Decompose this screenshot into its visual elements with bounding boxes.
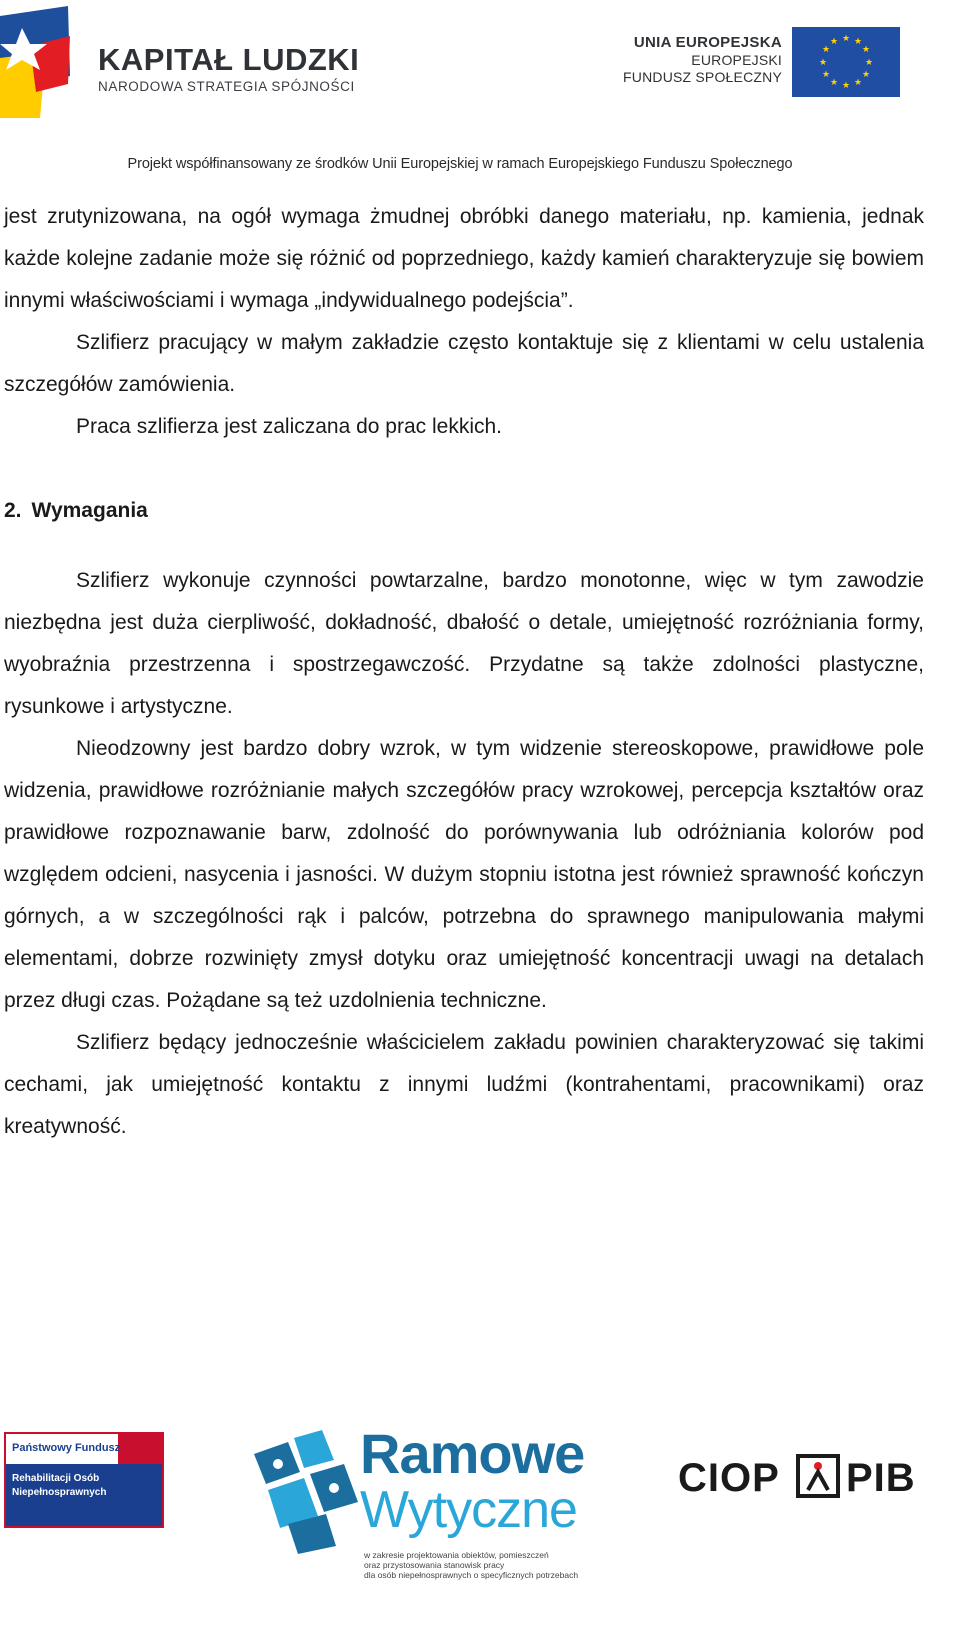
caption-line-3: dla osób niepełnosprawnych o specyficznych potrzebach [364, 1570, 579, 1580]
svg-text:★: ★ [818, 58, 828, 68]
pfron-line-3: Niepełnosprawnych [12, 1487, 107, 1498]
caption-line-1: w zakresie projektowania obiektów, pomieszczeń [364, 1550, 549, 1560]
paragraph-4: Szlifierz wykonuje czynności powtarzalne, bardzo monotonne, więc w tym zawodzie niezbędna jest duża cierpliwość, dokładność, dbałość o detale, umiejętność rozróżniania formy, wyobraźnia przestrzenna i spostrzegawczość. Przydatne są także zdolności plastyczne, rysunkowe i artystyczne. [4, 569, 924, 718]
pfron-line-2: Rehabilitacji Osób [12, 1473, 100, 1484]
cofinance-text: Projekt współfinansowany ze środków Unii Europejskiej w ramach Europejskiego Funduszu Społecznego [127, 156, 793, 172]
spacer [4, 532, 924, 560]
svg-text:★: ★ [829, 78, 839, 88]
eu-line-2: EUROPEJSKI [691, 52, 782, 68]
paragraph-2: Szlifierz pracujący w małym zakładzie często kontaktuje się z klientami w celu ustalenia szczegółów zamówienia. [4, 331, 924, 396]
eu-line-1: UNIA EUROPEJSKA [633, 34, 782, 51]
ciop-pib-mark-icon [796, 1454, 840, 1498]
kapital-ludzki-title: KAPITAŁ LUDZKI [98, 42, 360, 77]
svg-text:★: ★ [853, 37, 863, 47]
caption-line-2: oraz przystosowania stanowisk pracy [364, 1560, 505, 1570]
kapital-ludzki-logo-icon [0, 6, 80, 118]
svg-text:★: ★ [841, 34, 851, 44]
svg-text:★: ★ [829, 37, 839, 47]
eu-flag-icon [792, 27, 900, 97]
ramowe-wytyczne-caption [364, 1550, 604, 1580]
eu-wordmark [623, 34, 782, 86]
section-title: Wymagania [31, 499, 148, 522]
kapital-ludzki-subtitle: NARODOWA STRATEGIA SPÓJNOŚCI [98, 79, 355, 94]
page-footer [0, 1410, 960, 1628]
section-heading [4, 490, 924, 532]
svg-text:★: ★ [864, 58, 874, 68]
svg-text:★: ★ [821, 70, 831, 80]
ramowe-wytyczne-icon [248, 1424, 370, 1554]
pfron-logo [4, 1432, 164, 1528]
ramowe-title: Ramowe [360, 1422, 585, 1485]
paragraph-3: Praca szlifierza jest zaliczana do prac lekkich. [76, 415, 503, 438]
svg-text:★: ★ [853, 78, 863, 88]
svg-text:★: ★ [821, 45, 831, 55]
document-body [4, 196, 924, 1148]
ciop-wordmark: CIOP [678, 1456, 780, 1500]
eu-line-3: FUNDUSZ SPOŁECZNY [623, 69, 782, 85]
wytyczne-title: Wytyczne [360, 1481, 577, 1539]
page-header [0, 0, 960, 190]
section-number: 2. [4, 499, 22, 522]
kapital-ludzki-wordmark [98, 44, 359, 94]
paragraph-6: Szlifierz będący jednocześnie właścicielem zakładu powinien charakteryzować się takimi cechami, jak umiejętność kontaktu z innymi ludźmi (kontrahentami, pracownikami) oraz kreatywność. [4, 1031, 924, 1138]
pib-wordmark: PIB [846, 1456, 916, 1500]
cofinance-statement [0, 156, 960, 172]
svg-text:★: ★ [861, 45, 871, 55]
paragraph-1: jest zrutynizowana, na ogół wymaga żmudnej obróbki danego materiału, np. kamienia, jednak każde kolejne zadanie może się różnić od poprzedniego, każdy kamień charakteryzuje się bowiem innymi właściwościami i wymaga „indywidualnego podejścia”. [4, 205, 924, 312]
svg-text:★: ★ [841, 81, 851, 91]
svg-text:★: ★ [861, 70, 871, 80]
spacer [4, 448, 924, 490]
pfron-title: Państwowy Fundusz [12, 1442, 121, 1454]
pfron-red-bar [118, 1434, 162, 1464]
paragraph-5: Nieodzowny jest bardzo dobry wzrok, w tym widzenie stereoskopowe, prawidłowe pole widzenia, prawidłowe rozróżnianie małych szczegółów pracy wzrokowej, percepcja kształtów oraz prawidłowe rozpoznawanie barw, zdolność do porównywania lub odróżniania kolorów pod względem odcieni, nasycenia i jasności. W dużym stopniu istotna jest również sprawność kończyn górnych, a w szczególności rąk i palców, potrzebna do sprawnego manipulowania małymi elementami, dobrze rozwinięty zmysł dotyku oraz umiejętność koncentracji uwagi na detalach przez długi czas. Pożądane są też uzdolnienia techniczne. [4, 737, 924, 1012]
